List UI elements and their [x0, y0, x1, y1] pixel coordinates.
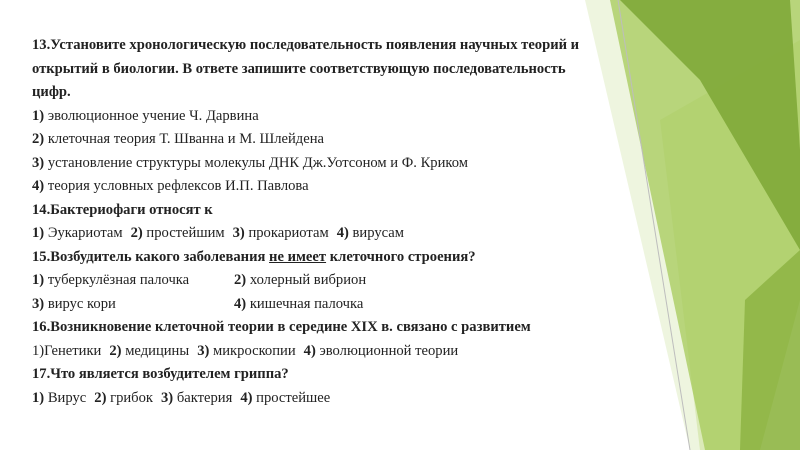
option-text: клеточная теория Т. Шванна и М. Шлейдена: [47, 131, 324, 147]
option-number: 4): [234, 295, 247, 312]
q15-options-row2: [32, 293, 672, 317]
q15-title: [32, 246, 672, 270]
option-number: 1): [32, 272, 45, 288]
option-text: вирус кори: [47, 295, 116, 312]
option-number: 1): [32, 225, 45, 241]
option-text: кишечная палочка: [249, 295, 364, 312]
option-number: 2): [109, 342, 122, 359]
q13-title-line1: 13.Установите хронологическую последовательность появления научных теорий и: [32, 37, 580, 53]
option-text: простейшим: [146, 225, 225, 241]
option-text: холерный вибрион: [249, 272, 367, 288]
option-number: 4): [240, 389, 253, 406]
q15-title-before: 15.Возбудитель какого заболевания: [32, 248, 266, 265]
option-number: 2): [94, 389, 107, 406]
option-text: бактерия: [176, 389, 233, 406]
q15-options-row1: [32, 269, 672, 293]
option-text: эволюционное учение Ч. Дарвина: [47, 107, 259, 124]
option-number: 3): [32, 154, 45, 171]
option-number: 4): [303, 342, 316, 359]
option-number: 2): [234, 272, 247, 288]
option-number: 1): [32, 389, 45, 406]
q17-title: 17.Что является возбудителем гриппа?: [32, 366, 289, 382]
option-number: 3): [32, 295, 45, 312]
q17-options: [32, 387, 672, 411]
option-text: простейшее: [256, 389, 331, 406]
option-number: 2): [32, 131, 45, 147]
q13-option-2: [32, 128, 672, 152]
option-number: 1): [32, 107, 45, 124]
q15-title-after: клеточного строения?: [329, 248, 476, 265]
option-number: 3): [161, 389, 174, 406]
option-text: микроскопии: [213, 342, 296, 359]
option-text: медицины: [125, 342, 190, 359]
option-number: 4): [336, 225, 349, 241]
option-text: вирусам: [352, 225, 404, 241]
question-list: [32, 34, 672, 410]
q13-title-line2: открытий в биологии. В ответе запишите соответствующую последовательность: [32, 60, 566, 77]
q15-title-underlined: не имеет: [269, 248, 327, 265]
option-text: установление структуры молекулы ДНК Дж.Уотсоном и Ф. Криком: [47, 154, 469, 171]
q14-options: [32, 222, 672, 246]
q13-option-4: [32, 175, 672, 199]
option-number: 3): [197, 342, 210, 359]
option-number: 2): [130, 225, 143, 241]
option-text: Вирус: [47, 389, 87, 406]
q14-title: 14.Бактериофаги относят к: [32, 201, 213, 218]
option-number: 4): [32, 178, 45, 194]
option-text: прокариотам: [248, 225, 329, 241]
q16-options: [32, 340, 672, 364]
q16-title: 16.Возникновение клеточной теории в середине XIX в. связано с развитием: [32, 319, 531, 335]
option-text: теория условных рефлексов И.П. Павлова: [47, 178, 309, 194]
q13-option-3: [32, 152, 672, 176]
q13-title-line3: цифр.: [32, 84, 71, 100]
option-text: эволюционной теории: [319, 342, 459, 359]
option-text: Эукариотам: [47, 225, 123, 241]
option-number: 1): [32, 342, 45, 359]
q13-option-1: [32, 105, 672, 129]
option-text: грибок: [110, 389, 153, 406]
option-text: туберкулёзная палочка: [47, 272, 190, 288]
option-number: 3): [232, 225, 245, 241]
option-text: Генетики: [44, 342, 102, 359]
